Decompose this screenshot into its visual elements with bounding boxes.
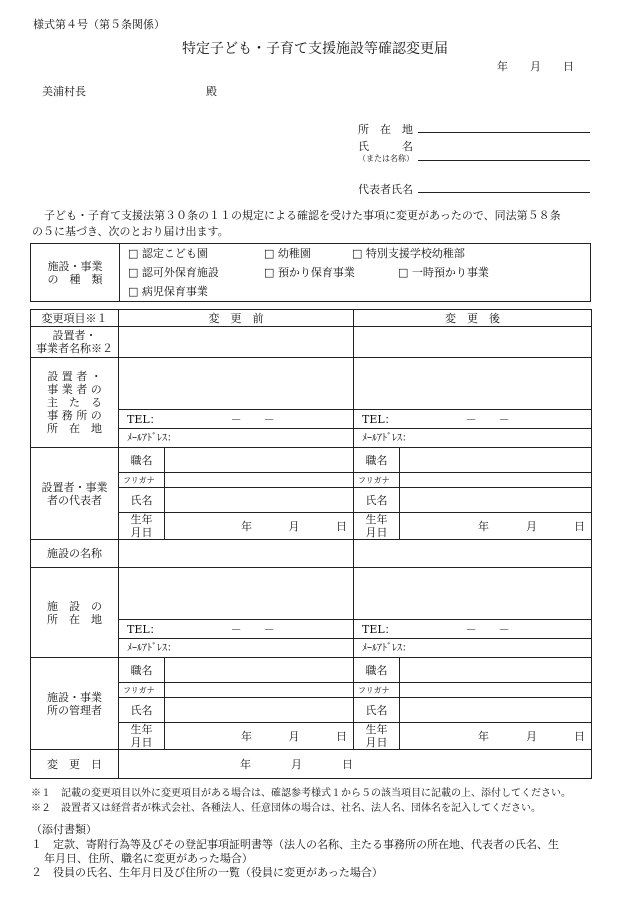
mgr-furigana-before[interactable] [165,683,354,698]
mgr-name-after[interactable] [400,698,592,723]
body-text-1: 子ども・子育て支援法第３０条の１１の規定による確認を受けた事項に変更があったので、同法第５８条 [44,209,561,222]
option-ichiji[interactable]: □ 一時預かり事業 [398,266,489,279]
mgr-name-label-before: 氏名 [119,698,165,723]
note-1: ※１ 記載の変更項目以外に変更項目がある場合は、確認参考様式１から５の該当項目に記載の上、添付してください。 [31,788,571,799]
option-ninkagai[interactable]: □ 認可外保育施設 [128,266,219,279]
facility-address-before[interactable] [119,568,354,620]
rep-name-label-before: 氏名 [119,488,165,513]
office-address-after[interactable] [354,358,592,410]
row-facility-address: 施 設 の 所 在 地 [31,568,119,658]
facility-name-after[interactable] [354,540,592,568]
mgr-birth-before[interactable]: 年 月 日 [165,723,354,750]
col-change-item: 変更項目※１ [31,310,119,327]
col-before: 変 更 前 [119,310,354,327]
office-mail-before[interactable]: ﾒｰﾙｱﾄﾞﾚｽ： [119,429,354,448]
mgr-birth-label-after: 生年 月日 [354,723,400,750]
form-number: 様式第４号（第５条関係） [33,18,165,31]
office-tel-before[interactable]: TEL： － － [119,410,354,429]
office-address-before[interactable] [119,358,354,410]
office-mail-after[interactable]: ﾒｰﾙｱﾄﾞﾚｽ： [354,429,592,448]
representative-label: 代表者氏名 [358,183,413,196]
rep-birth-before[interactable]: 年 月 日 [165,513,354,540]
rep-job-before[interactable] [165,448,354,473]
facility-type-label: 施設・事業 の 種 類 [31,244,120,302]
row-office-address: 設 置 者 ・ 事 業 者 の 主 た る 事 務 所 の 所 在 地 [31,358,119,448]
facility-address-after[interactable] [354,568,592,620]
mgr-birth-label-before: 生年 月日 [119,723,165,750]
office-tel-after[interactable]: TEL： － － [354,410,592,429]
option-yochien[interactable]: □ 幼稚園 [264,247,311,260]
rep-birth-label-before: 生年 月日 [119,513,165,540]
attachments-heading: （添付書類） [31,823,97,836]
row-representative: 設置者・事業 者の代表者 [31,448,119,540]
facility-type-options[interactable] [120,244,591,302]
attachment-1a: １ 定款、寄附行為等及びその登記事項証明書等（法人の名称、主たる事務所の所在地、代表者の氏名、生 [31,838,559,851]
col-after: 変 更 後 [354,310,592,327]
mgr-job-label-before: 職名 [119,658,165,683]
row-facility-name: 施設の名称 [31,540,119,568]
option-byoji[interactable]: □ 病児保育事業 [128,285,208,298]
attachment-2: ２ 役員の氏名、生年月日及び住所の一覧（役員に変更があった場合） [31,866,383,879]
rep-name-label-after: 氏名 [354,488,400,513]
name-sub-label: （または名称） [358,154,414,163]
name-label: 氏 名 [358,140,413,153]
honorific: 殿 [206,85,217,98]
row-change-date: 変 更 日 [31,750,119,779]
representative-field[interactable] [418,192,590,193]
rep-job-label-after: 職名 [354,448,400,473]
body-text-2: の５に基づき、次のとおり届け出ます。 [32,225,229,238]
rep-furigana-label-after: フリガナ [354,473,400,488]
rep-job-label-before: 職名 [119,448,165,473]
name-field[interactable] [418,160,590,161]
mgr-job-after[interactable] [400,658,592,683]
mgr-furigana-label-before: フリガナ [119,683,165,698]
mgr-birth-after[interactable]: 年 月 日 [400,723,592,750]
addressee: 美浦村長 [42,85,86,98]
setter-name-after[interactable] [354,327,592,358]
setter-name-before[interactable] [119,327,354,358]
rep-birth-label-after: 生年 月日 [354,513,400,540]
mgr-job-label-after: 職名 [354,658,400,683]
page-title: 特定子ども・子育て支援施設等確認変更届 [182,41,448,57]
rep-name-after[interactable] [400,488,592,513]
rep-furigana-label-before: フリガナ [119,473,165,488]
rep-furigana-before[interactable] [165,473,354,488]
mgr-name-before[interactable] [165,698,354,723]
change-date-field[interactable]: 年 月 日 [119,750,592,779]
option-nintei[interactable]: □ 認定こども園 [128,247,208,260]
mgr-job-before[interactable] [165,658,354,683]
mgr-furigana-label-after: フリガナ [354,683,400,698]
submission-date: 年 月 日 [497,60,574,73]
rep-name-before[interactable] [165,488,354,513]
attachment-1b: 年月日、住所、職名に変更があった場合） [44,852,253,865]
facility-mail-before[interactable]: ﾒｰﾙｱﾄﾞﾚｽ： [119,639,354,658]
row-manager: 施設・事業 所の管理者 [31,658,119,750]
option-azukari[interactable]: □ 預かり保育事業 [264,266,355,279]
rep-birth-after[interactable]: 年 月 日 [400,513,592,540]
note-2: ※２ 設置者又は経営者が株式会社、各種法人、任意団体の場合は、社名、法人名、団体名を記入してください。 [31,803,541,814]
option-tokubetsu[interactable]: □ 特別支援学校幼稚部 [352,247,465,260]
address-field[interactable] [418,132,590,133]
mgr-name-label-after: 氏名 [354,698,400,723]
facility-type-table [30,243,591,302]
facility-name-before[interactable] [119,540,354,568]
rep-furigana-after[interactable] [400,473,592,488]
facility-mail-after[interactable]: ﾒｰﾙｱﾄﾞﾚｽ： [354,639,592,658]
change-table [30,309,592,779]
rep-job-after[interactable] [400,448,592,473]
mgr-furigana-after[interactable] [400,683,592,698]
row-setter-name: 設置者・ 事業者名称※２ [31,327,119,358]
facility-tel-after[interactable]: TEL： － － [354,620,592,639]
address-label: 所 在 地 [358,123,413,136]
facility-tel-before[interactable]: TEL： － － [119,620,354,639]
